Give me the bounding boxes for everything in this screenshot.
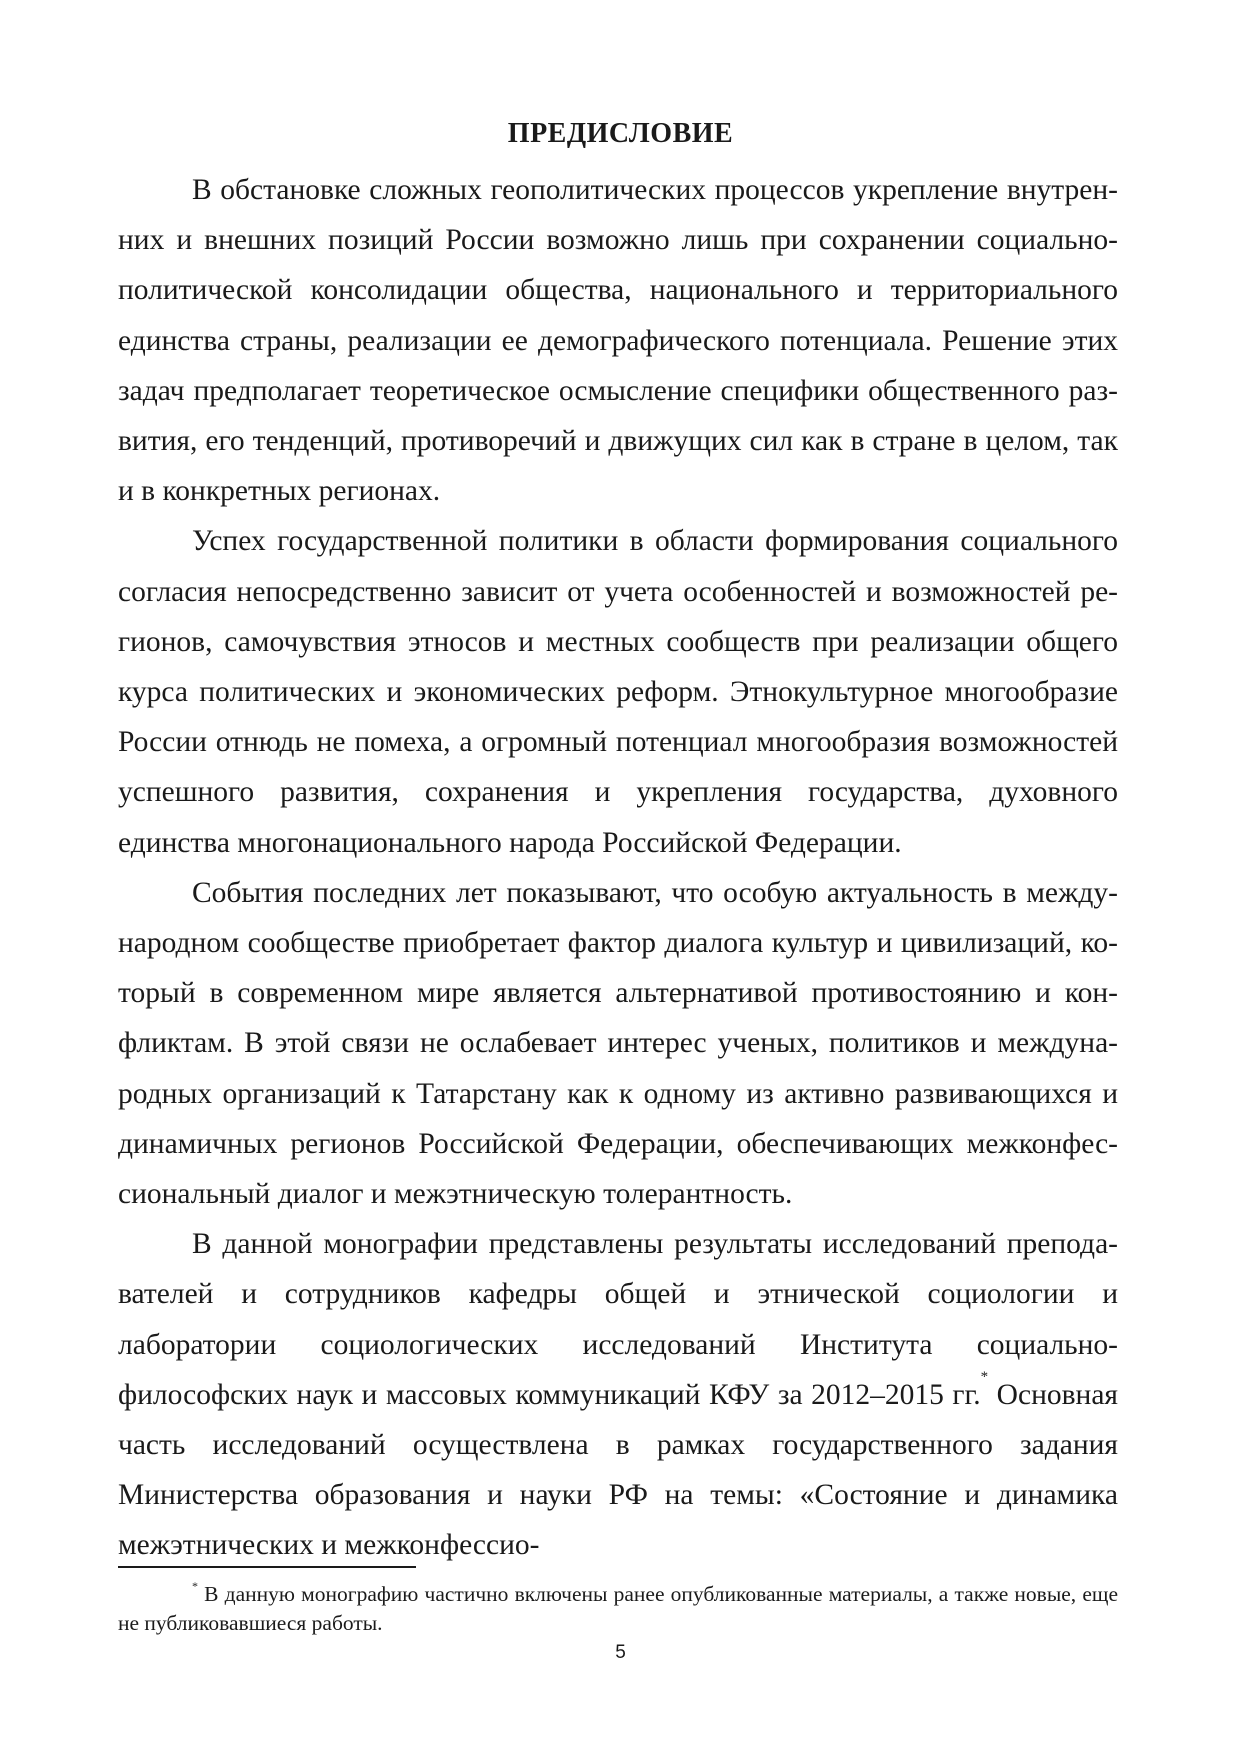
page-number: 5 (615, 1642, 626, 1663)
page-title: ПРЕДИСЛОВИЕ (507, 118, 734, 149)
footnote-mark: * (192, 1579, 198, 1593)
paragraph (118, 1219, 1118, 1570)
footnote (118, 1580, 1118, 1638)
footnote-separator (118, 1566, 416, 1568)
paragraph-text-continued: Основная часть исследований осуществлена в рамках государственного задания Министерства образования и науки РФ на темы: «Состояние и динамика межэтнических и межконфессио- (118, 1378, 1118, 1562)
main-text (118, 165, 1118, 1571)
footnote-reference[interactable]: * (980, 1368, 989, 1385)
footnote-text: В данную монографию частично включены ранее опубликованные материалы, а также новые, еще не публиковавшиеся работы. (118, 1582, 1118, 1635)
paragraph-text: В данной монографии представлены результаты исследований преподавателей и сотрудников кафедры общей и этнической социологии и лаборатории социологических исследований Института социально-философских наук и массовых коммуникаций КФУ за 2012–2015 гг. (118, 1228, 1118, 1411)
paragraph: В обстановке сложных геополитических процессов укрепление внутренних и внешних позиций России возможно лишь при сохранении социально-политической консолидации общества, национального и территориального единства страны, реализации ее демографического потенциала. Решение этих задач предполагает теоретическое осмысление специфики общественного развития, его тенденций, противоречий и движущих сил как в стране в целом, так и в конкретных регионах. (118, 174, 1118, 508)
paragraph: Успех государственной политики в области формирования социального согласия непосредственно зависит от учета особенностей и возможностей регионов, самочувствия этносов и местных сообществ при реализации общего курса политических и экономических реформ. Этнокультурное многообразие России отнюдь не помеха, а огромный потенциал многообразия возможностей успешного развития, сохранения и укрепления государства, духовного единства многонационального народа Российской Федерации. (118, 525, 1118, 859)
paragraph: События последних лет показывают, что особую актуальность в международном сообществе приобретает фактор диалога культур и цивилизаций, который в современном мире является альтернативой противостоянию и конфликтам. В этой связи не ослабевает интерес ученых, политиков и международных организаций к Татарстану как к одному из активно развивающихся и динамичных регионов Российской Федерации, обеспечивающих межконфессиональный диалог и межэтническую толерантность. (118, 876, 1118, 1211)
